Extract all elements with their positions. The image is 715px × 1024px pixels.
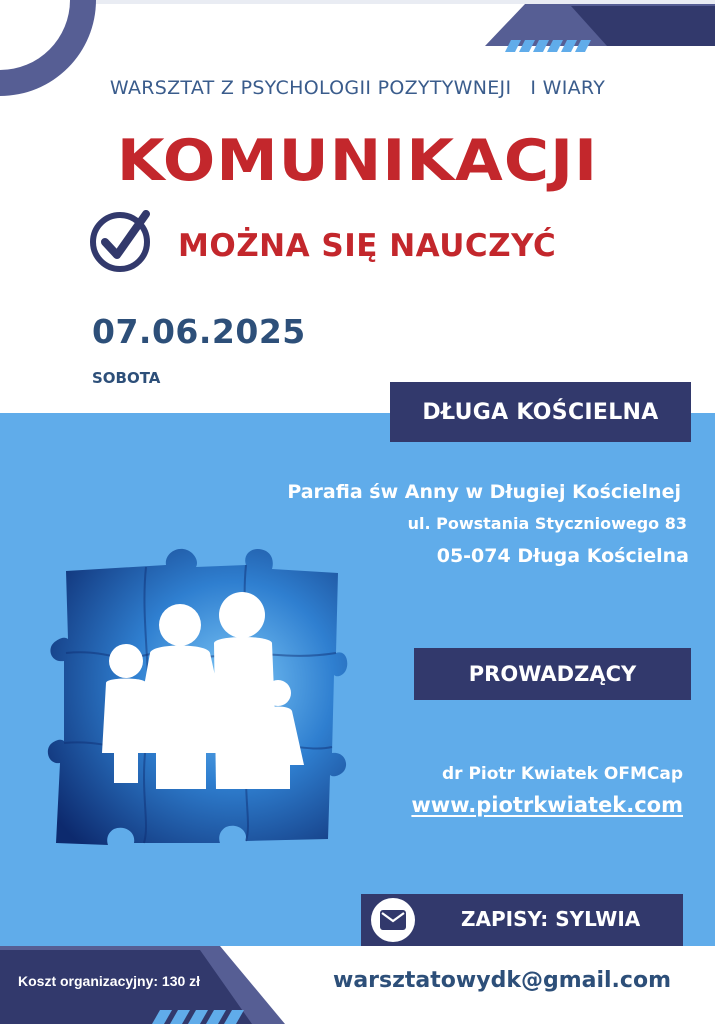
signup-label: ZAPISY: SYLWIA	[461, 907, 641, 931]
top-right-decoration	[485, 0, 715, 60]
cost-text: Koszt organizacyjny: 130 zł	[18, 973, 201, 989]
leader-website-link[interactable]: www.piotrkwiatek.com	[411, 793, 683, 817]
envelope-icon	[371, 898, 415, 942]
leader-name: dr Piotr Kwiatek OFMCap	[441, 764, 683, 784]
address-parish: Parafia św Anny w Długiej Kościelnej	[287, 481, 681, 503]
leader-label: PROWADZĄCY	[414, 648, 691, 700]
event-date: 07.06.2025	[92, 312, 306, 351]
bottom-stripes-decoration	[150, 1010, 260, 1024]
signup-box	[361, 894, 683, 946]
tagline: MOŻNA SIĘ NAUCZYĆ	[178, 228, 557, 264]
check-circle-icon	[88, 206, 156, 274]
page-title: KOMUNIKACJI	[116, 128, 599, 194]
event-day: SOBOTA	[92, 369, 161, 387]
address-city: 05-074 Długa Kościelna	[436, 545, 689, 567]
signup-email[interactable]: warsztatowydk@gmail.com	[333, 968, 671, 993]
address-street: ul. Powstania Styczniowego 83	[407, 514, 687, 533]
workshop-subtitle: WARSZTAT Z PSYCHOLOGII POZYTYWNEJI I WIARY	[109, 77, 606, 99]
family-puzzle-illustration	[46, 543, 350, 847]
location-label: DŁUGA KOŚCIELNA	[390, 382, 691, 442]
